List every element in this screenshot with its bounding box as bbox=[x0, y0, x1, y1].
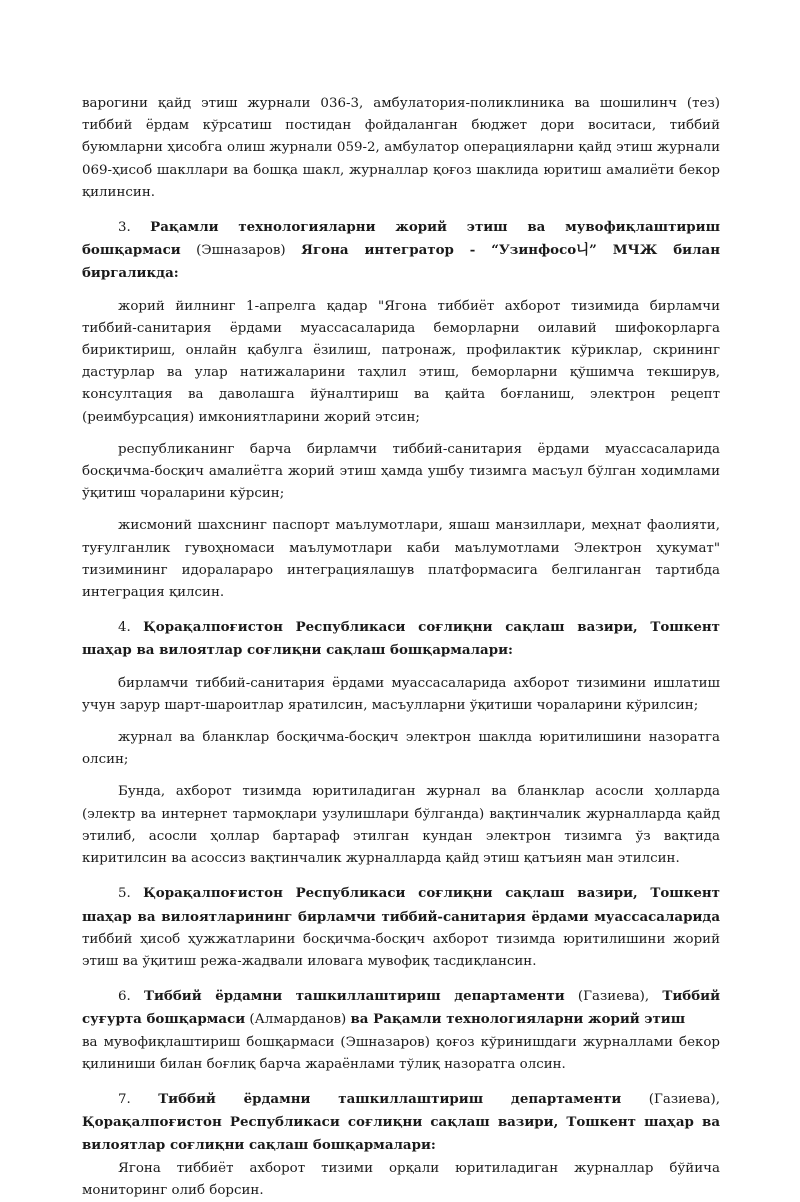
text-run: 4. bbox=[118, 620, 144, 636]
paragraph bbox=[82, 616, 720, 662]
paragraph bbox=[82, 727, 720, 771]
text-run: республиканинг барча бирламчи тиббий-санитария ёрдами муассасаларида босқичма-босқич амалиётга жорий этиш ҳамда ушбу тизимга масъул бўлган ходимлами ўқитиш чораларини кўрсин; bbox=[82, 441, 720, 502]
paragraph bbox=[82, 515, 720, 604]
paragraph bbox=[82, 985, 720, 1031]
text-run: Бунда, ахборот тизимда юритиладиган журнал ва бланклар асосли ҳолларда (электр ва интернет тармоқлари узулишлари бўлганда) вақтинчалик журналларда қайд этилиб, асосли ҳоллар бартараф этилган кундан электрон тизимга ўз вақтида киритилсин ва асоссиз вақтинчалик журналларда қайд этиш қатъиян ман этилсин. bbox=[82, 784, 720, 867]
bold-text: Тиббий ёрдамни ташкиллаштириш департаменти bbox=[144, 988, 565, 1005]
bold-text: Тиббий ёрдамни ташкиллаштириш департаменти bbox=[158, 1090, 622, 1107]
paragraph bbox=[82, 1158, 720, 1202]
text-run: Ягона тиббиёт ахборот тизими орқали юритиладиган журналлар бўйича мониторинг олиб борсин. bbox=[82, 1160, 720, 1198]
text-run: варогини қайд этиш журнали 036-3, амбулатория-поликлиника ва шошилинч (тез) тиббий ёрдам кўрсатиш постидан фойдаланган бюджет дори воситаси, тиббий буюмларни ҳисобга олиш журнали 059-2, амбулатор операцияларни қайд этиш журнали 069-ҳисоб шакллари ва бошқа шакл, журналлар қоғоз шаклида юритиш амалиёти бекор қилинсин. bbox=[82, 96, 720, 200]
text-run: жисмоний шахснинг паспорт маълумотлари, яшаш манзиллари, меҳнат фаолияти, туғулганлик гувоҳномаси маълумотлари каби маълумотлами Электрон ҳукумат" тизимининг идораларaро интеграциялашув платформасига белгиланган тартибда интеграция қилсин. bbox=[82, 518, 720, 601]
bold-text: Қорақалпоғистон Республикаси соғлиқни сақлаш вазири, Тошкент шаҳар ва вилоятлар соғлиқни сақлаш бошқармалари: bbox=[82, 1114, 720, 1154]
text-run: (Газиева), bbox=[621, 1091, 720, 1107]
text-run: журнал ва бланклар босқичма-босқич электрон шаклда юритилишини назоратга олсин; bbox=[82, 730, 720, 768]
text-run: (Алмарданов) bbox=[245, 1012, 351, 1028]
text-run: (Газиева), bbox=[564, 989, 663, 1005]
paragraph bbox=[82, 1032, 720, 1076]
paragraph bbox=[82, 781, 720, 870]
text-run: 5. bbox=[118, 886, 144, 902]
bold-text: Ягона интегратор - “Узинфосо니” МЧЖ билан биргаликда: bbox=[82, 242, 720, 282]
paragraph bbox=[82, 673, 720, 717]
paragraph bbox=[82, 296, 720, 429]
text-run: 6. bbox=[118, 989, 145, 1005]
paragraph bbox=[82, 882, 720, 973]
text-run: 3. bbox=[118, 220, 151, 236]
text-run: (Эшназаров) bbox=[180, 243, 302, 259]
text-run: 7. bbox=[118, 1091, 159, 1107]
text-run: жорий йилнинг 1-апрелга қадар "Ягона тиббиёт ахборот тизимида бирламчи тиббий-санитария ёрдами муассасаларида беморларни оилавий шифокорларга бириктириш, онлайн қабулга ёзилиш, патронаж, профилактик кўриклар, скрининг дастурлар ва улар натижаларини таҳлил этиш, беморларни қўшимча текширув, консултация ва даволашга йўналтириш ва қайта боғланиш, электрон рецепт (реимбурсация) имкониятларини жорий этсин; bbox=[82, 298, 720, 425]
bold-text: Рақамли технологияларни жорий этиш ва мувофиқлаштириш бошқармаси bbox=[82, 219, 720, 259]
document-body bbox=[82, 93, 720, 1202]
paragraph bbox=[82, 93, 720, 204]
paragraph bbox=[82, 1088, 720, 1158]
text-run: бирламчи тиббий-санитария ёрдами муассасаларида ахборот тизимини ишлатиш учун зарур шарт-шароитлар яратилсин, масъулларни ўқитиши чораларини кўрилсин; bbox=[82, 675, 720, 713]
text-run: тиббий ҳисоб ҳужжатларини босқичма-босқич ахборот тизимда юритилишини жорий этиш ва ўқитиш режа-жадвали иловага мувофиқ тасдиқлансин. bbox=[82, 931, 720, 969]
paragraph bbox=[82, 439, 720, 506]
text-run: ва мувофиқлаштириш бошқармаси (Эшназаров) қоғоз кўринишдаги журналлами бекор қилиниши билан боғлиқ барча жараёнлами тўлиқ назоратга олсин. bbox=[82, 1034, 720, 1072]
bold-text: ва Рақамли технологияларни жорий этиш bbox=[350, 1011, 686, 1028]
bold-text: Қорақалпоғистон Республикаси соғлиқни сақлаш вазири, Тошкент шаҳар ва вилоятлар соғлиқни сақлаш бошқармалари: bbox=[82, 619, 720, 659]
paragraph bbox=[82, 216, 720, 286]
bold-text: Қорақалпоғистон Республикаси соғлиқни сақлаш вазири, Тошкент шаҳар ва вилоятларининг бирламчи тиббий-санитария ёрдами муассасаларида bbox=[82, 885, 720, 925]
bold-text: Тиббий суғурта бошқармаси bbox=[82, 988, 720, 1028]
